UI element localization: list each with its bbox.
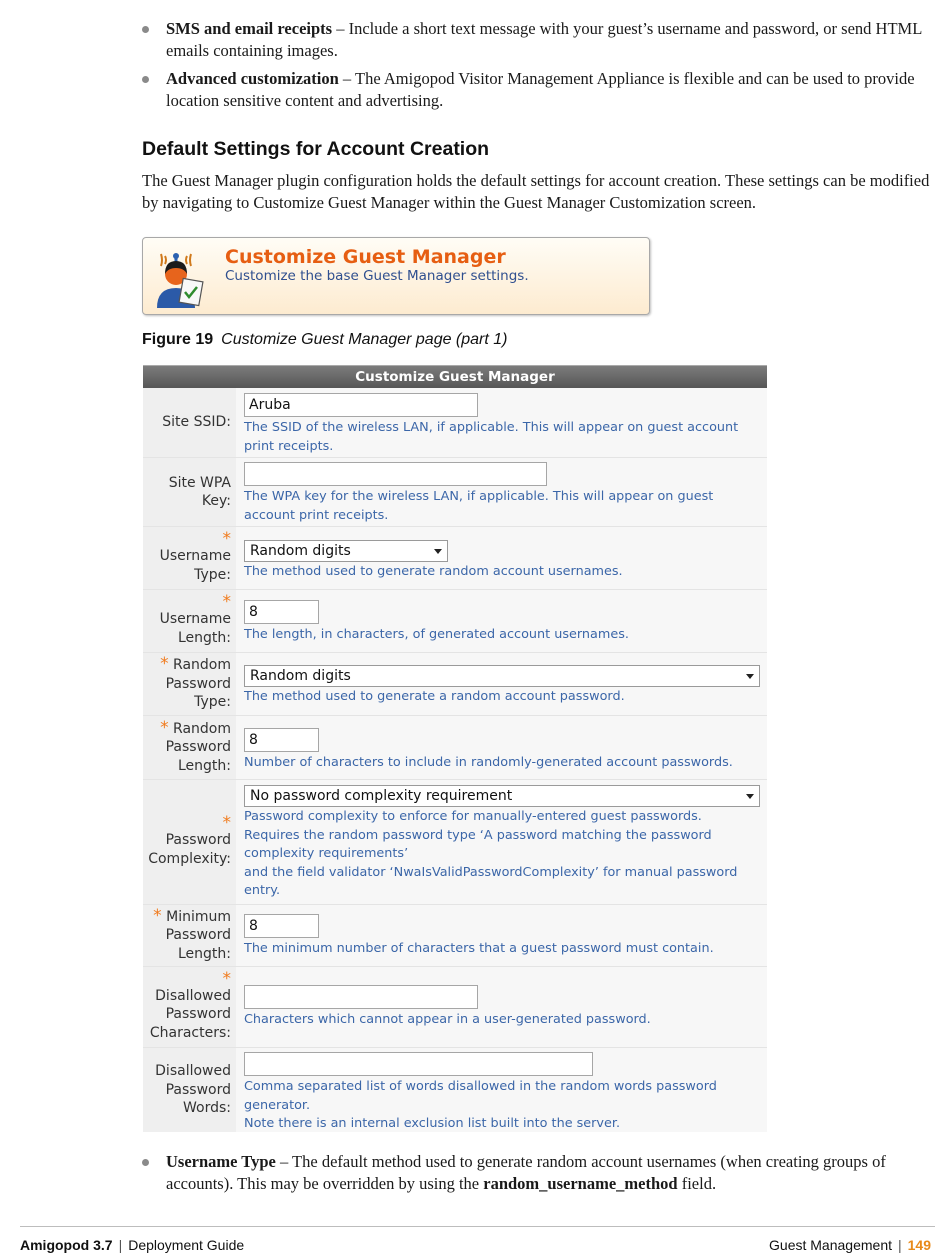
selected-value: Random digits [250, 668, 351, 684]
field-label [143, 716, 236, 779]
field-label [143, 1048, 236, 1132]
field-cell [236, 653, 767, 715]
banner-title[interactable]: Customize Guest Manager [225, 246, 506, 268]
description-line: and the field validator ‘NwaIsValidPasswordComplexity’ for manual password entry. [244, 864, 738, 898]
field-cell [236, 967, 767, 1047]
bullet-text: – The default method used to generate random account usernames (when creating groups of accounts). This may be overridden by using the [166, 1152, 886, 1193]
bullet-text: – The Amigopod Visitor Management Appliance is flexible and can be used to provide location sensitive content and advertising. [166, 69, 915, 110]
random-password-type-select[interactable] [244, 665, 760, 687]
site-wpa-key-input[interactable] [244, 462, 547, 486]
field-cell [236, 716, 767, 779]
figure-caption-text: Customize Guest Manager page (part 1) [221, 331, 508, 348]
label-text: Password Complexity: [148, 832, 231, 867]
label-text: Site WPA Key: [168, 474, 231, 509]
password-complexity-select[interactable] [244, 785, 760, 807]
required-asterisk: * [160, 654, 169, 675]
field-description: Characters which cannot appear in a user-generated password. [244, 1012, 651, 1027]
label-with-asterisk [143, 656, 231, 712]
field-cell [236, 527, 767, 589]
footer-doc-title: Deployment Guide [128, 1237, 245, 1253]
page-number: 149 [907, 1237, 931, 1253]
bullet-dot [142, 1159, 149, 1166]
field-label [143, 780, 236, 904]
field-description [244, 808, 754, 901]
field-label [143, 653, 236, 715]
customize-guest-manager-form [143, 365, 767, 1132]
label-with-asterisk [143, 905, 231, 964]
bullet-sms-email [142, 18, 932, 62]
row-password-complexity [143, 780, 767, 905]
field-cell [236, 1048, 767, 1132]
required-asterisk: * [160, 717, 169, 738]
description-line: Comma separated list of words disallowed in the random words password generator. [244, 1079, 717, 1113]
field-cell [236, 458, 767, 526]
row-random-password-length [143, 716, 767, 780]
field-cell [236, 780, 767, 904]
bullet-dot [142, 26, 149, 33]
field-cell [236, 388, 767, 457]
selected-value: Random digits [250, 543, 351, 559]
footer-right [769, 1237, 931, 1253]
field-description: The method used to generate random account usernames. [244, 564, 623, 579]
field-label [143, 458, 236, 526]
customize-guest-manager-banner[interactable] [142, 237, 650, 315]
footer-section: Guest Management [769, 1237, 892, 1253]
description-line: Password complexity to enforce for manually-entered guest passwords. [244, 809, 702, 824]
label-text: Disallowed Password Characters: [149, 987, 231, 1041]
username-type-select[interactable] [244, 540, 448, 562]
field-description: The SSID of the wireless LAN, if applicable. This will appear on guest account print receipts. [244, 420, 739, 454]
field-label [143, 527, 236, 589]
figure-label: Figure 19 [142, 331, 214, 348]
footer-product: Amigopod 3.7 [20, 1237, 113, 1253]
dropdown-arrow-icon [434, 549, 442, 554]
field-label [143, 905, 236, 966]
section-intro: The Guest Manager plugin configuration holds the default settings for account creation. These settings can be modified by navigating to Customize Guest Manager within the Guest Manager Customization screen. [142, 171, 930, 212]
bullet-term: SMS and email receipts [166, 19, 333, 38]
dropdown-arrow-icon [746, 674, 754, 679]
label-text: Site SSID: [162, 414, 231, 431]
bullet-term: Username Type [166, 1152, 276, 1171]
disallowed-password-words-input[interactable] [244, 1052, 593, 1076]
top-bullet-list [142, 18, 932, 118]
row-site-wpa-key [143, 458, 767, 527]
form-title: Customize Guest Manager [143, 365, 767, 388]
disallowed-password-characters-input[interactable] [244, 985, 478, 1009]
required-asterisk: * [222, 592, 231, 612]
row-disallowed-password-words [143, 1048, 767, 1132]
field-cell [236, 905, 767, 966]
field-label [143, 590, 236, 652]
label-text: Disallowed Password Words: [155, 1063, 231, 1117]
label-text: Username Type: [159, 548, 231, 583]
description-line: Requires the random password type ‘A password matching the password complexity requirements’ [244, 827, 712, 861]
field-name: random_username_method [483, 1174, 678, 1193]
footer-divider [20, 1226, 935, 1227]
section-heading: Default Settings for Account Creation [142, 138, 490, 160]
field-cell [236, 590, 767, 652]
label-with-asterisk [143, 717, 231, 776]
selected-value: No password complexity requirement [250, 788, 513, 804]
row-minimum-password-length [143, 905, 767, 967]
dropdown-arrow-icon [746, 794, 754, 799]
bullet-username-type [142, 1151, 932, 1195]
figure-caption [142, 331, 508, 349]
label-text: Random Password Type: [165, 657, 231, 711]
site-ssid-input[interactable]: Aruba [244, 393, 478, 417]
field-description: The minimum number of characters that a guest password must contain. [244, 941, 714, 956]
description-line: Note there is an internal exclusion list built into the server. [244, 1116, 621, 1131]
minimum-password-length-input[interactable]: 8 [244, 914, 319, 938]
required-asterisk: * [153, 905, 162, 926]
guest-manager-icon [151, 244, 215, 308]
bullet-text: – Include a short text message with your guest’s username and password, or send HTML emails containing images. [166, 19, 922, 60]
field-description: The method used to generate a random account password. [244, 689, 625, 704]
banner-subtitle: Customize the base Guest Manager settings. [225, 268, 529, 284]
field-description: The length, in characters, of generated account usernames. [244, 627, 629, 642]
bullet-dot [142, 76, 149, 83]
bullet-advanced-customization [142, 68, 932, 112]
bullet-text-end: field. [677, 1174, 717, 1193]
bottom-bullet-list [142, 1151, 932, 1201]
footer-left [20, 1237, 244, 1253]
footer-separator: | [118, 1237, 123, 1253]
field-label [143, 388, 236, 457]
footer-separator: | [898, 1237, 902, 1253]
label-text: Username Length: [159, 611, 231, 646]
field-label [143, 967, 236, 1047]
required-asterisk: * [222, 529, 231, 549]
row-username-type [143, 527, 767, 590]
field-description [244, 1078, 749, 1134]
label-text: Minimum Password Length: [165, 908, 231, 962]
username-length-input[interactable]: 8 [244, 600, 319, 624]
required-asterisk: * [222, 813, 231, 833]
field-description: The WPA key for the wireless LAN, if applicable. This will appear on guest account print receipts. [244, 489, 714, 523]
row-site-ssid [143, 388, 767, 458]
label-text: Random Password Length: [165, 720, 231, 774]
row-username-length [143, 590, 767, 653]
bullet-term: Advanced customization [166, 69, 339, 88]
required-asterisk: * [222, 968, 231, 989]
field-description: Number of characters to include in randomly-generated account passwords. [244, 755, 733, 770]
row-disallowed-password-characters [143, 967, 767, 1048]
row-random-password-type [143, 653, 767, 716]
random-password-length-input[interactable]: 8 [244, 728, 319, 752]
